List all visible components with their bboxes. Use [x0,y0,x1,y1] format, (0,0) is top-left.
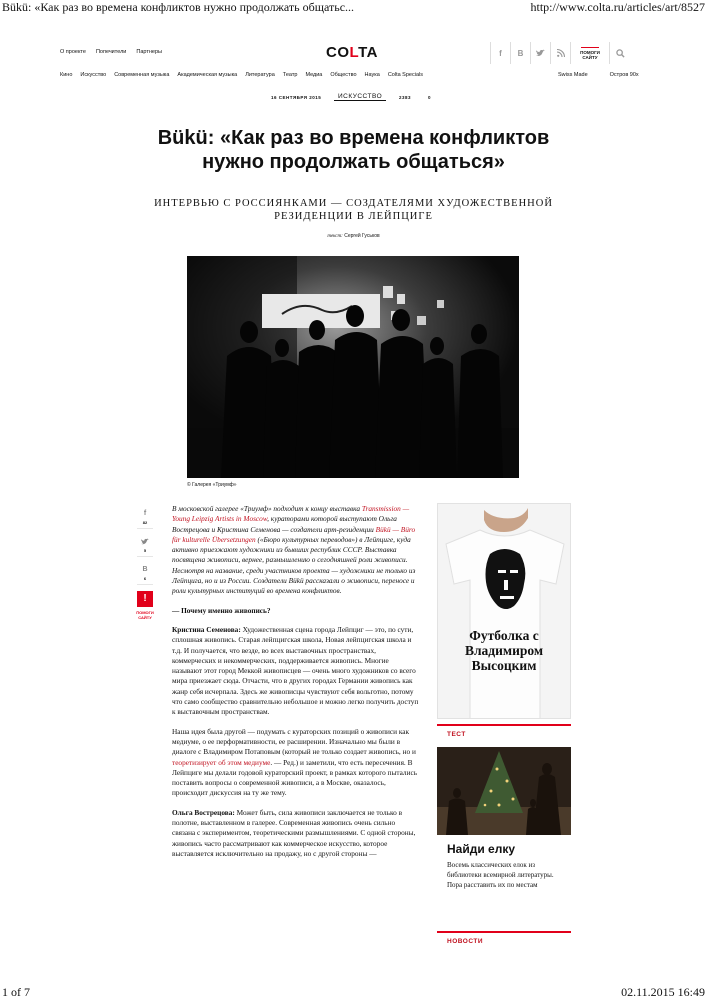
test-label[interactable]: ТЕСТ [447,731,466,738]
nav-item-literature[interactable]: Литература [245,72,275,78]
comment-count: 0 [428,95,432,100]
article-lead: В московской галерее «Триумф» подходит к концу выставка Transmission — Young Leipzig Artists in Moscow, кураторами которой выступают Ольга Вострецова и Кристина Семенова — создатели арт-резиденции Bükü — Büro für kulturelle Übersetzungen («Бюро культурных переводов») в Лейпциге, куда активно приезжают художники из бывших республик СССР. Выставка посвящена живописи, вернее, размышлению о сегодняшней роли живописи. Несмотря на название, среди участников проекта — художники не только из Лейпцига, но и из России. Создатели Bükü рассказали о живописи, переносе и роли культурных институций во времена конфликтов. [172,504,416,596]
vk-share-icon: B [142,566,148,573]
rss-icon[interactable] [550,42,570,64]
print-page-title: Bükü: «Как раз во времена конфликтов нужно продолжать общатьс... [2,0,355,14]
print-header [0,0,707,14]
nav-item-cinema[interactable]: Кино [60,72,73,78]
theory-link[interactable]: теоретизирует об этом медиуме [172,757,271,767]
nav-item-art[interactable]: Искусство [80,72,107,78]
photo-caption: © Галерея «Триумф» [187,482,237,488]
nav-item-swiss-made[interactable]: Swiss Made [558,72,588,78]
help-accent-bar [581,47,599,48]
print-page-count: 1 of 7 [2,985,30,999]
share-column [137,507,153,620]
exhibition-link[interactable]: Transmission — Young Leipzig Artists in Moscow [172,504,410,524]
news-divider [437,931,571,933]
print-footer [0,985,707,999]
test-title[interactable]: Найди елку [447,842,516,856]
nav-item-science[interactable]: Наука [364,72,380,78]
buku-link[interactable]: Bükü — Büro für kulturelle Übersetzungen [172,524,416,544]
help-site-link[interactable]: ПОМОГИ САЙТУ [136,610,154,620]
top-links [60,49,162,55]
tshirt-ad[interactable] [437,503,571,719]
paragraph-idea: Наша идея была другой — подумать с кураторских позиций о живописи как медиуме, о ее перформативности, ее расширении. Изначально мы были в диалоге с Владимиром Потаповым (который не только создает живопись, но и теоретизирует об этом медиуме. — Ред.) и заметили, что есть пересечения. В Лейпциге мы делали годовой кураторский проект, в рамках которого пытались поставить вопросы о современной живописи, а в Москве, оказалось, происходит дискуссия на ту же тему. [172,726,418,798]
nav-item-academic-music[interactable]: Академическая музыка [177,72,238,78]
top-link-trustees[interactable]: Попечители [95,49,127,55]
article-body [172,504,420,868]
test-description: Восемь классических елок из библиотеки всемирной литературы. Пора расставить их по местам [447,861,554,889]
share-facebook-button[interactable] [137,507,153,529]
interview-question: — Почему именно живопись? [172,605,271,615]
help-site-button[interactable]: ПОМОГИ САЙТУ [570,42,610,64]
view-count: 2383 [399,95,412,100]
nav-item-society[interactable]: Общество [330,72,357,78]
twitter-share-icon [141,538,149,545]
top-link-partners[interactable]: Партнеры [136,49,162,55]
print-datetime: 02.11.2015 16:49 [621,985,705,999]
nav-item-island-90s[interactable]: Остров 90х [609,72,639,78]
nav-item-media[interactable]: Медиа [305,72,323,78]
paragraph-semenova: Кристина Семенова: Художественная сцена города Лейпциг — это, по сути, сплошная живопись. Старая лейпцигская школа, Новая лейпцигская школа и т.д. И получается, что везде, во всех выставочных пространствах, коммерческих и некоммерческих, поддерживается живопись. Многие называют этот город Меккой живописцев — очень много художников со всего мира приезжает сюда. Отчасти, что в других городах Германии живопись как жанр себя исчерпала. Здесь же живописцы чувствуют себя вольготно, потому что само сообщество сравнительно небольшое и можно легко получить доступ к выставочным пространствам. [172,624,419,717]
article-author [150,233,557,239]
nav-right [558,72,639,78]
facebook-share-icon: f [143,510,147,517]
news-label[interactable]: НОВОСТИ [447,938,484,945]
facebook-share-count: 82 [142,520,148,525]
article-date: 16 СЕНТЯБРЯ 2015 [271,95,322,100]
search-icon[interactable] [610,42,630,64]
vk-icon[interactable]: B [510,42,530,64]
twitter-share-count: 5 [143,548,147,553]
article-photo [187,256,519,478]
test-divider [437,724,571,726]
author-name[interactable]: Сергей Гуськов [344,233,380,239]
nav-item-modern-music[interactable]: Современная музыка [114,72,170,78]
paragraph-vostretsova: Ольга Вострецова: Может быть, сила живописи заключается не только в полотне, выставленном в галерее. Современная живопись очень сильно связана с экспериментом, теоретическими размышлениями. С одной стороны, живопись часто рассматривают как коммерческое искусство, которое выставляется исключительно на продажу, но с другой стороны — [172,807,416,858]
article-title: Bükü: «Как раз во времена конфликтов нужно продолжать общаться» [157,127,550,173]
share-twitter-button[interactable] [137,535,153,557]
print-url: http://www.colta.ru/articles/art/8527 [530,0,705,14]
tshirt-ad-image [438,504,571,719]
gallery-silhouettes-image [187,256,519,478]
christmas-tree-painting[interactable] [437,747,571,835]
nav-item-theatre[interactable]: Театр [282,72,298,78]
vk-share-count: 6 [143,576,147,581]
article-category[interactable]: ИСКУССТВО [334,93,386,101]
article-subtitle: ИНТЕРВЬЮ С РОССИЯНКАМИ — СОЗДАТЕЛЯМИ ХУДОЖЕСТВЕННОЙ РЕЗИДЕНЦИИ В ЛЕЙПЦИГЕ [154,198,553,222]
facebook-icon[interactable]: f [490,42,510,64]
tshirt-ad-text: Футболка с Владимиром Высоцким [464,628,544,673]
main-nav [60,72,423,78]
site-logo[interactable]: COLTA [326,44,378,61]
top-link-about[interactable]: О проекте [60,49,86,55]
share-vk-button[interactable] [137,563,153,585]
author-prefix: текст: [327,234,343,239]
twitter-icon[interactable] [530,42,550,64]
christmas-tree-image [437,747,571,835]
logo-accent: L [349,44,359,61]
help-alert-icon[interactable]: ! [137,591,153,607]
nav-item-specials[interactable]: Colta Specials [387,72,423,78]
social-bar [490,42,630,64]
